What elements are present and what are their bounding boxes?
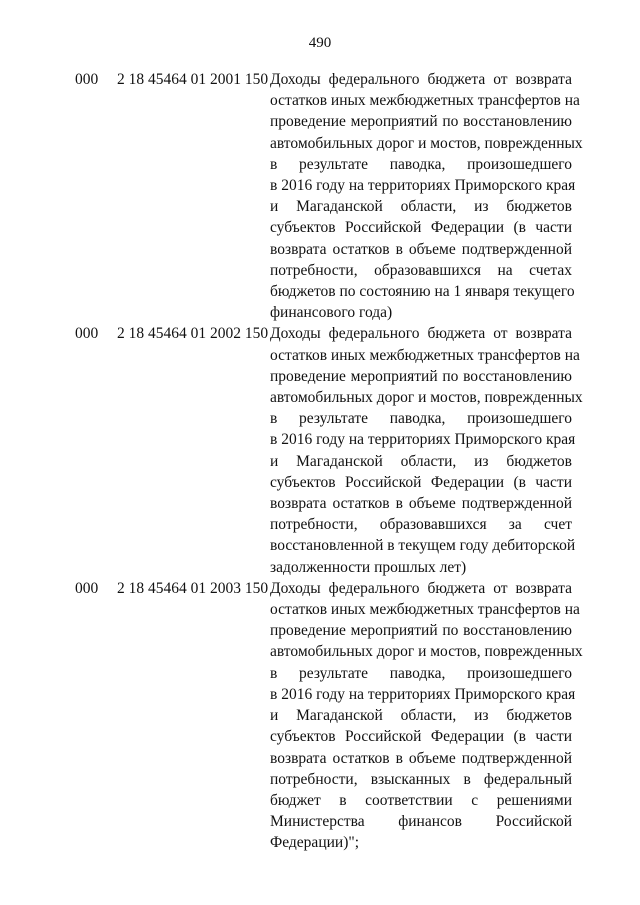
admin-code: 000	[75, 71, 99, 88]
budget-classification-code: 2 18 45464 01 2001 150	[117, 71, 269, 88]
description-line: в 2016 году на территориях Приморского края	[270, 685, 576, 703]
description-line: бюджет в соответствии с решениями	[270, 791, 572, 809]
description-line: остатков иных межбюджетных трансфертов на	[270, 346, 580, 364]
description-line: в результате паводка, произошедшего	[270, 410, 572, 428]
description-line: потребности, образовавшихся на счетах	[270, 261, 572, 279]
description-line: в результате паводка, произошедшего	[270, 664, 572, 682]
description-line: возврата остатков в объеме подтвержденной	[270, 495, 572, 513]
page-number: 490	[308, 35, 332, 51]
budget-classification-code: 2 18 45464 01 2002 150	[117, 325, 269, 343]
income-code-table	[0, 69, 640, 854]
description-line: задолженности прошлых лет)	[270, 558, 467, 576]
budget-classification-code: 2 18 45464 01 2003 150	[117, 579, 269, 597]
description-line: субъектов Российской Федерации (в части	[270, 219, 572, 237]
description-line: Федерации)";	[270, 834, 359, 852]
description-line: субъектов Российской Федерации (в части	[270, 728, 572, 746]
description-line: в результате паводка, произошедшего	[270, 155, 572, 173]
table-row	[0, 69, 640, 323]
description-line: и Магаданской области, из бюджетов	[270, 198, 572, 216]
description-line: автомобильных дорог и мостов, поврежденных	[270, 643, 583, 661]
description-line: потребности, образовавшихся за счет	[270, 516, 572, 534]
admin-code: 000	[75, 579, 99, 597]
description-line: автомобильных дорог и мостов, поврежденных	[270, 134, 583, 152]
description-line: и Магаданской области, из бюджетов	[270, 707, 572, 725]
description-line: Министерства финансов Российской	[270, 813, 572, 831]
income-description	[270, 69, 583, 323]
description-line: потребности, взысканных в федеральный	[270, 770, 572, 788]
description-line: в 2016 году на территориях Приморского края	[270, 431, 576, 449]
table-row	[0, 323, 640, 577]
description-line: в 2016 году на территориях Приморского края	[270, 177, 576, 195]
admin-code: 000	[75, 325, 99, 343]
description-line: проведение мероприятий по восстановлению	[270, 367, 572, 385]
income-description	[270, 578, 583, 854]
description-line: автомобильных дорог и мостов, поврежденных	[270, 389, 583, 407]
description-line: финансового года)	[270, 304, 393, 322]
description-line: восстановленной в текущем году дебиторской	[270, 537, 576, 555]
description-line: возврата остатков в объеме подтвержденной	[270, 240, 572, 258]
description-line: возврата остатков в объеме подтвержденной	[270, 749, 572, 767]
income-description	[270, 323, 583, 577]
description-line: Доходы федерального бюджета от возврата	[270, 325, 572, 343]
description-line: Доходы федерального бюджета от возврата	[270, 579, 572, 597]
description-line: проведение мероприятий по восстановлению	[270, 113, 572, 131]
description-line: субъектов Российской Федерации (в части	[270, 473, 572, 491]
description-line: остатков иных межбюджетных трансфертов на	[270, 92, 580, 110]
description-line: и Магаданской области, из бюджетов	[270, 452, 572, 470]
description-line: бюджетов по состоянию на 1 января текущего	[270, 283, 575, 301]
description-line: остатков иных межбюджетных трансфертов на	[270, 601, 580, 619]
description-line: Доходы федерального бюджета от возврата	[270, 71, 572, 88]
description-line: проведение мероприятий по восстановлению	[270, 622, 572, 640]
table-row	[0, 578, 640, 854]
